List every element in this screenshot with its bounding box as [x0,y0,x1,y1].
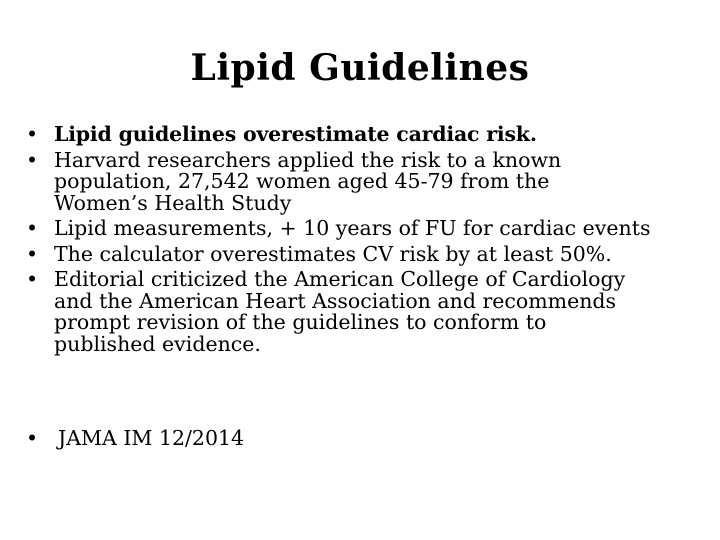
bullet-item-harvard-study [26,147,696,215]
bullet-glyph: • [26,241,39,266]
bullet-glyph: • [26,426,39,450]
bullet-item-calculator [26,241,696,266]
bullet-text-line: Harvard researchers applied the risk to a known [54,147,562,172]
bullet-glyph: • [26,147,39,172]
bullet-glyph: • [26,267,39,291]
bullet-text: Lipid measurements, + 10 years of FU for cardiac events [54,216,651,240]
bullet-text: The calculator overestimates CV risk by at least 50%. [54,241,612,266]
bullet-item-overestimate [26,124,696,146]
bullet-item-lipid-measurements [26,218,696,240]
bullet-list [26,122,696,450]
bullet-item-citation [26,428,244,450]
bullet-text-line: published evidence. [54,331,261,356]
bullet-glyph: • [26,122,39,146]
slide-title: Lipid Guidelines [190,47,530,89]
bullet-text-line: prompt revision of the guidelines to conform to [54,310,547,334]
bullet-text-line: Women’s Health Study [54,190,292,215]
bullet-glyph: • [26,216,39,240]
bullet-text-line: and the American Heart Association and recommends [54,288,617,313]
bullet-text-line: population, 27,542 women aged 45-79 from the [54,169,550,193]
bullet-text: Lipid guidelines overestimate cardiac risk. [54,122,537,146]
bullet-item-editorial [26,269,696,355]
citation-text: JAMA IM 12/2014 [58,426,245,450]
bullet-text-line: Editorial criticized the American College of Cardiology [54,267,626,291]
